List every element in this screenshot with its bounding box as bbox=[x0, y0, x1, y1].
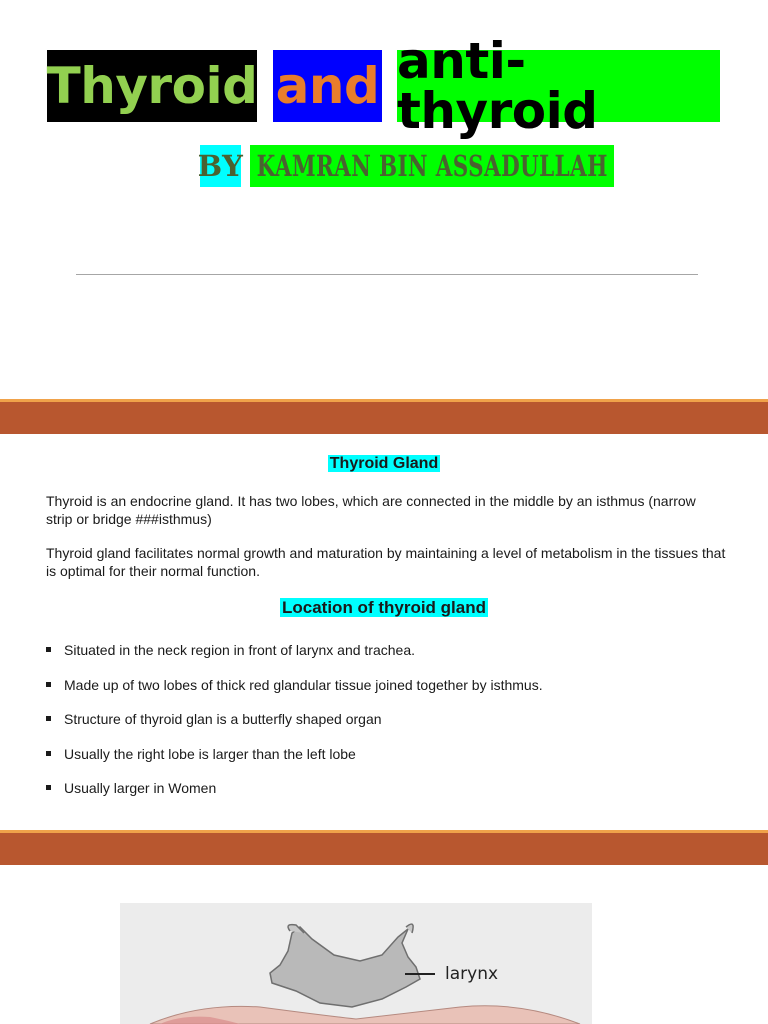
list-item-text: Situated in the neck region in front of larynx and trachea. bbox=[64, 642, 415, 658]
list-item-text: Made up of two lobes of thick red glandular tissue joined together by isthmus. bbox=[64, 676, 543, 693]
section-heading-location bbox=[0, 598, 768, 618]
author-name-box bbox=[250, 145, 614, 187]
label-pointer-line bbox=[405, 973, 435, 975]
list-item bbox=[46, 744, 726, 764]
bullet-icon bbox=[46, 716, 51, 721]
location-bullet-list bbox=[46, 640, 726, 813]
bullet-icon bbox=[46, 647, 51, 652]
author-by: BY bbox=[200, 145, 241, 187]
list-item bbox=[46, 709, 726, 729]
list-item-text: Structure of thyroid glan is a butterfly shaped organ bbox=[64, 711, 382, 727]
paragraph-thyroid-function: Thyroid gland facilitates normal growth and maturation by maintaining a level of metabolism in the tissues that is optimal for their normal function. bbox=[46, 545, 726, 579]
list-item-text: Usually the right lobe is larger than the left lobe bbox=[64, 745, 356, 762]
title-part-thyroid: Thyroid bbox=[47, 50, 257, 122]
horizontal-divider bbox=[76, 274, 698, 275]
bullet-icon bbox=[46, 682, 51, 687]
larynx-drawing bbox=[120, 903, 592, 1024]
section-heading-thyroid-gland bbox=[0, 455, 768, 473]
figure-label-larynx: larynx bbox=[445, 964, 499, 984]
list-item bbox=[46, 640, 726, 660]
heading-text: Location of thyroid gland bbox=[282, 598, 486, 617]
paragraph-thyroid-definition: Thyroid is an endocrine gland. It has two lobes, which are connected in the middle by an isthmus (narrow strip or bridge ###isthmus) bbox=[46, 493, 696, 527]
author-name: KAMRAN BIN ASSADULLAH bbox=[256, 149, 608, 183]
list-item-text: Usually larger in Women bbox=[64, 780, 217, 796]
larynx-thyroid-illustration bbox=[120, 903, 592, 1024]
bullet-icon bbox=[46, 785, 51, 790]
bullet-icon bbox=[46, 751, 51, 756]
page-break-band bbox=[0, 399, 768, 434]
list-item bbox=[46, 675, 726, 695]
heading-text: Thyroid Gland bbox=[329, 455, 439, 472]
list-item bbox=[46, 778, 726, 798]
title-part-anti-thyroid: anti-thyroid bbox=[397, 50, 720, 122]
title-part-and: and bbox=[273, 50, 382, 122]
page-break-band bbox=[0, 830, 768, 865]
